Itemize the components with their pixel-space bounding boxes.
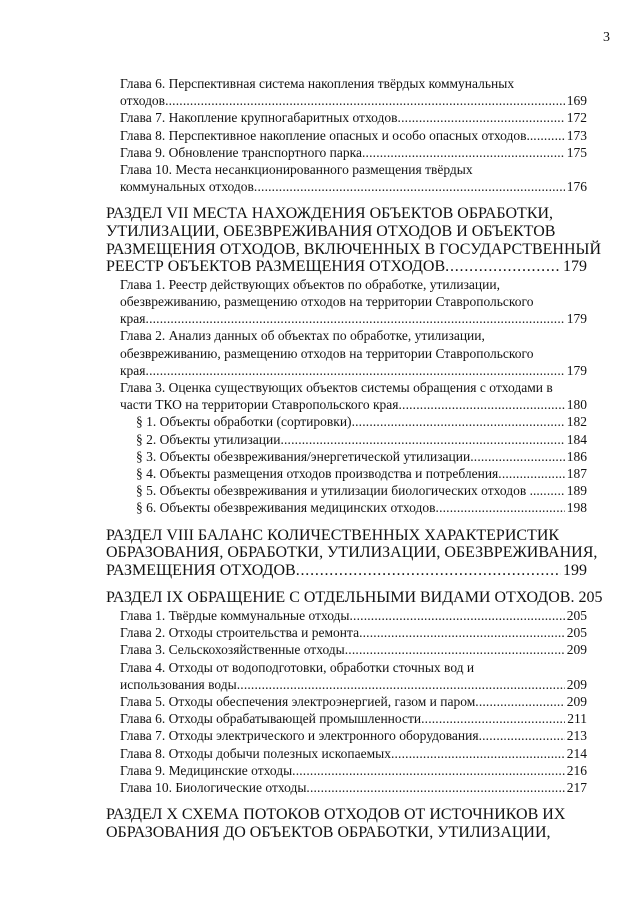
toc-chapter-entry[interactable] bbox=[120, 161, 587, 195]
toc-entry-last-line bbox=[120, 624, 587, 641]
dot-leader bbox=[306, 779, 564, 796]
toc-entry-title: коммунальных отходов bbox=[120, 179, 254, 195]
toc-entry-title: Глава 10. Биологические отходы bbox=[120, 780, 307, 796]
toc-page-number: 182 bbox=[566, 414, 587, 430]
dot-leader bbox=[398, 396, 564, 413]
table-of-contents bbox=[0, 75, 640, 841]
toc-chapter-entry[interactable] bbox=[120, 624, 587, 641]
toc-entry-title: Глава 9. Обновление транспортного парка bbox=[120, 144, 362, 160]
toc-paragraph-entry[interactable] bbox=[136, 431, 587, 448]
toc-chapter-entry[interactable] bbox=[120, 693, 587, 710]
toc-entry-title: использования воды bbox=[120, 676, 237, 692]
dot-leader bbox=[352, 413, 565, 430]
toc-chapter-entry[interactable] bbox=[120, 659, 587, 693]
toc-entry-title: РАЗМЕЩЕНИЯ ОТХОДОВ bbox=[106, 561, 296, 579]
toc-chapter-entry[interactable] bbox=[120, 327, 587, 379]
toc-page-number: 189 bbox=[566, 483, 587, 499]
toc-page-number: 205 bbox=[566, 625, 587, 641]
toc-page-number: 169 bbox=[566, 93, 587, 109]
toc-page-number: 217 bbox=[566, 780, 587, 796]
toc-entry-last-line bbox=[120, 762, 587, 779]
toc-entry-last-line bbox=[120, 641, 587, 658]
dot-leader bbox=[398, 109, 565, 126]
toc-page-number: 179 bbox=[566, 362, 587, 378]
toc-entry-last-line bbox=[120, 109, 587, 126]
toc-entry-title: ОБРАЗОВАНИЯ, ОБРАБОТКИ, УТИЛИЗАЦИИ, ОБЕЗВРЕЖИВАНИЯ, bbox=[106, 544, 598, 562]
dot-leader bbox=[146, 310, 565, 327]
toc-entry-last-line bbox=[136, 431, 587, 448]
toc-entry-title: ОБРАЗОВАНИЯ ДО ОБЪЕКТОВ ОБРАБОТКИ, УТИЛИЗАЦИИ, bbox=[106, 823, 551, 841]
dot-leader bbox=[421, 710, 565, 727]
dot-leader bbox=[359, 624, 565, 641]
toc-entry-last-line bbox=[136, 465, 587, 482]
toc-entry-title: РАЗДЕЛ VIII БАЛАНС КОЛИЧЕСТВЕННЫХ ХАРАКТЕРИСТИК bbox=[106, 526, 560, 544]
toc-entry-title: Глава 6. Перспективная система накопления твёрдых коммунальных bbox=[120, 76, 515, 91]
toc-page-number: 180 bbox=[566, 397, 587, 413]
toc-entry-last-line bbox=[106, 562, 587, 580]
toc-entry-title: Глава 2. Анализ данных об объектах по обработке, утилизации, bbox=[120, 328, 485, 344]
dot-leader bbox=[445, 258, 561, 276]
toc-chapter-entry[interactable] bbox=[120, 641, 587, 658]
dot-leader bbox=[475, 693, 564, 710]
dot-leader bbox=[362, 144, 565, 161]
toc-entry-last-line bbox=[120, 676, 587, 693]
toc-entry-title: края bbox=[120, 311, 146, 327]
toc-paragraph-entry[interactable] bbox=[136, 482, 587, 499]
toc-entry-last-line bbox=[106, 258, 587, 276]
toc-chapter-entry[interactable] bbox=[120, 144, 587, 161]
toc-page-number: 199 bbox=[563, 561, 587, 579]
toc-page-number: 209 bbox=[566, 642, 587, 658]
toc-section-entry[interactable] bbox=[106, 205, 602, 276]
toc-entry-title: РЕЕСТР ОБЪЕКТОВ РАЗМЕЩЕНИЯ ОТХОДОВ bbox=[106, 258, 446, 276]
dot-leader bbox=[292, 762, 565, 779]
toc-entry-title: Глава 3. Оценка существующих объектов системы обращения с отходами в bbox=[120, 380, 553, 396]
toc-entry-title: Глава 7. Накопление крупногабаритных отходов bbox=[120, 110, 398, 126]
dot-leader bbox=[237, 676, 565, 693]
toc-page-number: 205 bbox=[566, 608, 587, 624]
dot-leader bbox=[479, 727, 565, 744]
dot-leader bbox=[540, 482, 565, 499]
toc-chapter-entry[interactable] bbox=[120, 276, 587, 328]
toc-chapter-entry[interactable] bbox=[120, 745, 587, 762]
toc-page-number: 211 bbox=[567, 711, 587, 727]
toc-page-number: 172 bbox=[566, 110, 587, 126]
toc-page-number: 216 bbox=[566, 762, 587, 778]
toc-entry-title: Глава 2. Отходы строительства и ремонта bbox=[120, 625, 360, 641]
toc-page-number: 184 bbox=[566, 431, 587, 447]
toc-page-number: 209 bbox=[566, 676, 587, 692]
dot-leader bbox=[254, 178, 565, 195]
toc-entry-last-line bbox=[106, 589, 603, 607]
toc-chapter-entry[interactable] bbox=[120, 379, 587, 413]
toc-entry-last-line bbox=[120, 92, 587, 109]
toc-page-number: 186 bbox=[566, 448, 587, 464]
toc-entry-last-line bbox=[120, 779, 587, 796]
toc-entry-title: отходов bbox=[120, 93, 166, 109]
toc-entry-title: § 5. Объекты обезвреживания и утилизации биологических отходов ... bbox=[136, 483, 540, 499]
toc-entry-title: § 2. Объекты утилизации bbox=[136, 431, 281, 447]
toc-entry-last-line bbox=[120, 362, 587, 379]
toc-entry-title: § 6. Объекты обезвреживания медицинских отходов bbox=[136, 500, 436, 516]
toc-entry-title: Глава 4. Отходы от водоподготовки, обработки сточных вод и bbox=[120, 659, 475, 675]
toc-entry-title: Глава 3. Сельскохозяйственные отходы bbox=[120, 642, 345, 658]
toc-paragraph-entry[interactable] bbox=[136, 499, 587, 516]
toc-entry-title: Глава 9. Медицинские отходы bbox=[120, 762, 293, 778]
toc-entry-last-line bbox=[120, 727, 587, 744]
toc-page-number: 179 bbox=[566, 311, 587, 327]
toc-entry-last-line bbox=[136, 482, 587, 499]
toc-entry-last-line bbox=[120, 693, 587, 710]
toc-entry-title: § 4. Объекты размещения отходов производства и потребления bbox=[136, 466, 499, 482]
toc-page-number: 175 bbox=[566, 144, 587, 160]
toc-paragraph-entry[interactable] bbox=[136, 413, 587, 430]
toc-entry-title: § 3. Объекты обезвреживания/энергетической утилизации bbox=[136, 448, 471, 464]
toc-page-number: 198 bbox=[566, 500, 587, 516]
toc-entry-title: обезвреживанию, размещению отходов на территории Ставропольского bbox=[120, 345, 534, 361]
toc-entry-title: края bbox=[120, 362, 146, 378]
dot-leader bbox=[498, 465, 564, 482]
toc-page-number: 213 bbox=[566, 728, 587, 744]
toc-entry-last-line bbox=[120, 710, 587, 727]
dot-leader bbox=[470, 448, 565, 465]
dot-leader bbox=[296, 562, 561, 580]
toc-chapter-entry[interactable] bbox=[120, 779, 587, 796]
dot-leader bbox=[436, 499, 565, 516]
dot-leader bbox=[165, 92, 565, 109]
toc-entry-title: РАЗДЕЛ VII МЕСТА НАХОЖДЕНИЯ ОБЪЕКТОВ ОБРАБОТКИ, bbox=[106, 205, 554, 223]
toc-chapter-entry[interactable] bbox=[120, 762, 587, 779]
dot-leader bbox=[350, 607, 565, 624]
toc-entry-last-line bbox=[136, 448, 587, 465]
toc-entry-last-line bbox=[120, 310, 587, 327]
toc-entry-last-line bbox=[120, 144, 587, 161]
toc-entry-last-line bbox=[120, 607, 587, 624]
toc-entry-last-line bbox=[136, 413, 587, 430]
dot-leader bbox=[280, 431, 564, 448]
toc-page-number: 205 bbox=[578, 589, 603, 607]
toc-page-number: 179 bbox=[563, 258, 587, 276]
toc-page-number: 187 bbox=[566, 466, 587, 482]
toc-entry-title: Глава 7. Отходы электрического и электронного оборудования bbox=[120, 728, 479, 744]
toc-section-entry[interactable] bbox=[106, 526, 598, 580]
toc-entry-title: РАЗМЕЩЕНИЯ ОТХОДОВ, ВКЛЮЧЕННЫХ В ГОСУДАРСТВЕННЫЙ bbox=[106, 240, 602, 258]
toc-chapter-entry[interactable] bbox=[120, 607, 587, 624]
toc-page-number: 173 bbox=[566, 127, 587, 143]
toc-entry-title: Глава 5. Отходы обеспечения электроэнергией, газом и паром bbox=[120, 694, 476, 710]
toc-entry-title: Глава 1. Реестр действующих объектов по обработке, утилизации, bbox=[120, 276, 500, 292]
toc-section-entry[interactable] bbox=[106, 806, 587, 841]
toc-entry-last-line bbox=[120, 745, 587, 762]
toc-entry-title: Глава 1. Твёрдые коммунальные отходы bbox=[120, 608, 350, 624]
toc-entry-last-line bbox=[120, 396, 587, 413]
toc-entry-title: § 1. Объекты обработки (сортировки) bbox=[136, 414, 352, 430]
toc-chapter-entry[interactable] bbox=[120, 727, 587, 744]
toc-entry-title: УТИЛИЗАЦИИ, ОБЕЗВРЕЖИВАНИЯ ОТХОДОВ И ОБЪЕКТОВ bbox=[106, 223, 556, 241]
toc-entry-title: обезвреживанию, размещению отходов на территории Ставропольского bbox=[120, 294, 534, 309]
toc-paragraph-entry[interactable] bbox=[136, 448, 587, 465]
toc-section-entry[interactable] bbox=[106, 589, 603, 607]
toc-entry-title: РАЗДЕЛ X СХЕМА ПОТОКОВ ОТХОДОВ ОТ ИСТОЧНИКОВ ИХ bbox=[106, 806, 566, 824]
toc-entry-title: РАЗДЕЛ IX ОБРАЩЕНИЕ С ОТДЕЛЬНЫМИ ВИДАМИ ОТХОДОВ bbox=[106, 589, 571, 607]
toc-page-number: 209 bbox=[566, 694, 587, 710]
toc-entry-title: Глава 8. Отходы добычи полезных ископаемых bbox=[120, 745, 391, 761]
toc-page-number: 176 bbox=[566, 179, 587, 195]
toc-entry-title: части ТКО на территории Ставропольского края bbox=[120, 397, 399, 413]
toc-entry-title: Глава 8. Перспективное накопление опасных и особо опасных отходов.. bbox=[120, 127, 534, 143]
toc-chapter-entry[interactable] bbox=[120, 109, 587, 126]
dot-leader bbox=[146, 362, 565, 379]
toc-paragraph-entry[interactable] bbox=[136, 465, 587, 482]
toc-entry-last-line bbox=[136, 499, 587, 516]
toc-chapter-entry[interactable] bbox=[120, 710, 587, 727]
toc-entry-last-line bbox=[120, 127, 587, 144]
toc-page-number: 214 bbox=[566, 745, 587, 761]
toc-chapter-entry[interactable] bbox=[120, 127, 587, 144]
dot-leader bbox=[345, 641, 565, 658]
toc-chapter-entry[interactable] bbox=[120, 75, 587, 109]
dot-leader bbox=[391, 745, 565, 762]
toc-entry-title: Глава 6. Отходы обрабатывающей промышленности bbox=[120, 711, 422, 727]
toc-entry-title: Глава 10. Места несанкционированного размещения твёрдых bbox=[120, 162, 473, 178]
dot-leader bbox=[533, 127, 564, 144]
page-number: 3 bbox=[603, 30, 610, 45]
toc-entry-last-line bbox=[120, 178, 587, 195]
